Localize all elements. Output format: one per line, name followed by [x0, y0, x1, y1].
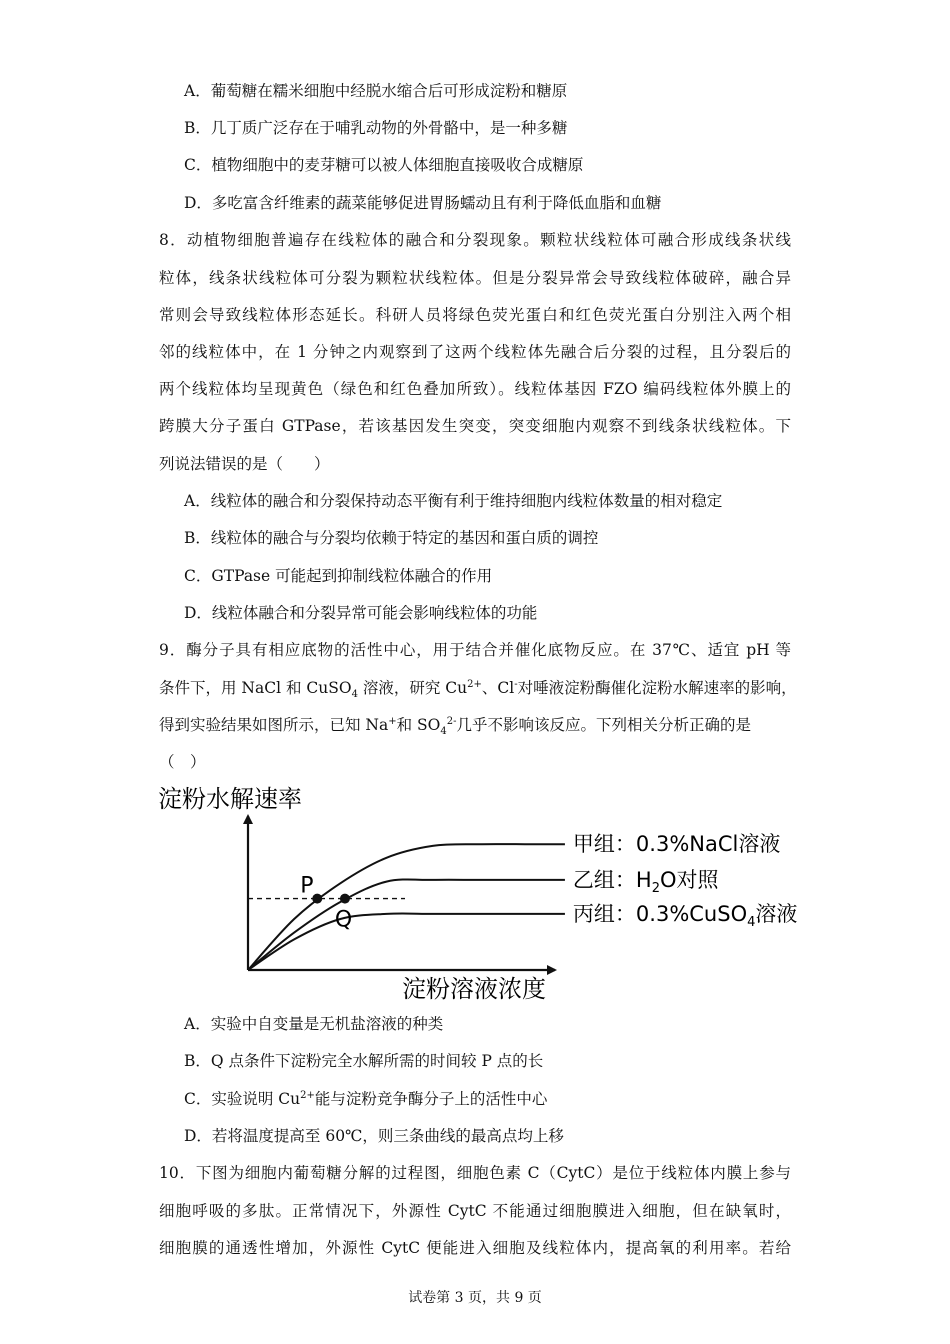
q8-stem-line: 列说法错误的是（ ） [159, 455, 330, 473]
point-q-label: Q [334, 907, 353, 933]
q8-stem-line: 邻的线粒体中，在 1 分钟之内观察到了这两个线粒体先融合后分裂的过程，且分裂后的 [159, 343, 791, 361]
curve-group-bing [248, 914, 565, 970]
legend-group-bing: 丙组：0.3%CuSO$_4$溶液 [572, 901, 798, 930]
q9-option-d: D．若将温度提高至 60℃，则三条曲线的最高点均上移 [184, 1127, 564, 1145]
curve-group-yi [248, 879, 565, 970]
q8-stem-line: 8．动植物细胞普遍存在线粒体的融合和分裂现象。颗粒状线粒体可融合形成线条状线 [159, 231, 791, 249]
q8-stem-line: 两个线粒体均呈现黄色（绿色和红色叠加所致）。线粒体基因 FZO 编码线粒体外膜上的 [159, 380, 791, 398]
starch-hydrolysis-chart [150, 780, 798, 1010]
page-footer: 试卷第 3 页，共 9 页 [408, 1290, 542, 1306]
q9-option-b: B．Q 点条件下淀粉完全水解所需的时间较 P 点的长 [184, 1052, 544, 1070]
q8-option-c: C．GTPase 可能起到抑制线粒体融合的作用 [184, 567, 493, 585]
q8-stem-line: 粒体，线条状线粒体可分裂为颗粒状线粒体。但是分裂异常会导致线粒体破碎，融合异 [159, 269, 791, 287]
q8-stem-line: 跨膜大分子蛋白 GTPase，若该基因发生突变，突变细胞内观察不到线条状线粒体。下 [159, 417, 791, 435]
q10-stem-line: 细胞膜的通透性增加，外源性 CytC 便能进入细胞及线粒体内，提高氧的利用率。若给 [159, 1239, 791, 1257]
q8-option-b: B．线粒体的融合与分裂均依赖于特定的基因和蛋白质的调控 [184, 529, 599, 547]
point-q-marker [340, 894, 350, 904]
x-axis-label: 淀粉溶液浓度 [402, 975, 546, 1003]
legend-group-jia: 甲组：0.3%NaCl溶液 [572, 832, 781, 857]
point-p-marker [312, 894, 322, 904]
q7-option-d: D．多吃富含纤维素的蔬菜能够促进胃肠蠕动且有利于降低血脂和血糖 [184, 194, 662, 212]
legend-group-yi: 乙组：$H_2O$对照 [572, 867, 719, 896]
q10-stem-line: 10．下图为细胞内葡萄糖分解的过程图，细胞色素 C（CytC）是位于线粒体内膜上参与 [159, 1164, 791, 1182]
q8-option-d: D．线粒体融合和分裂异常可能会影响线粒体的功能 [184, 604, 538, 622]
curve-group-jia [248, 844, 565, 970]
q9-stem-line: （ ） [159, 753, 206, 771]
q9-option-a: A．实验中自变量是无机盐溶液的种类 [184, 1015, 444, 1033]
q9-stem-line: 得到实验结果如图所示，已知 Na+和 $SO_4^{2-}$几乎不影响该反应。下列相关分析正确的是 [159, 715, 752, 738]
q9-stem-line: 9．酶分子具有相应底物的活性中心，用于结合并催化底物反应。在 37℃、适宜 pH 等 [159, 641, 791, 659]
q8-option-a: A．线粒体的融合和分裂保持动态平衡有利于维持细胞内线粒体数量的相对稳定 [184, 492, 723, 510]
point-p-label: P [300, 873, 314, 899]
q7-option-a: A．葡萄糖在糯米细胞中经脱水缩合后可形成淀粉和糖原 [184, 82, 568, 100]
q7-option-c: C．植物细胞中的麦芽糖可以被人体细胞直接吸收合成糖原 [184, 156, 584, 174]
q10-stem-line: 细胞呼吸的多肽。正常情况下，外源性 CytC 不能通过细胞膜进入细胞，但在缺氧时， [159, 1202, 791, 1220]
q9-option-c: C．实验说明 $Cu^{2+}$能与淀粉竞争酶分子上的活性中心 [184, 1089, 548, 1108]
y-axis-label: 淀粉水解速率 [158, 785, 302, 813]
q8-stem-line: 常则会导致线粒体形态延长。科研人员将绿色荧光蛋白和红色荧光蛋白分别注入两个相 [159, 306, 791, 324]
q9-stem-line: 条件下，用 NaCl 和 CuSO$_4$ 溶液，研究 $Cu^{2+}$、Cl-对唾液淀粉酶催化淀粉水解速率的影响， [159, 678, 797, 701]
q7-option-b: B．几丁质广泛存在于哺乳动物的外骨骼中，是一种多糖 [184, 119, 568, 137]
